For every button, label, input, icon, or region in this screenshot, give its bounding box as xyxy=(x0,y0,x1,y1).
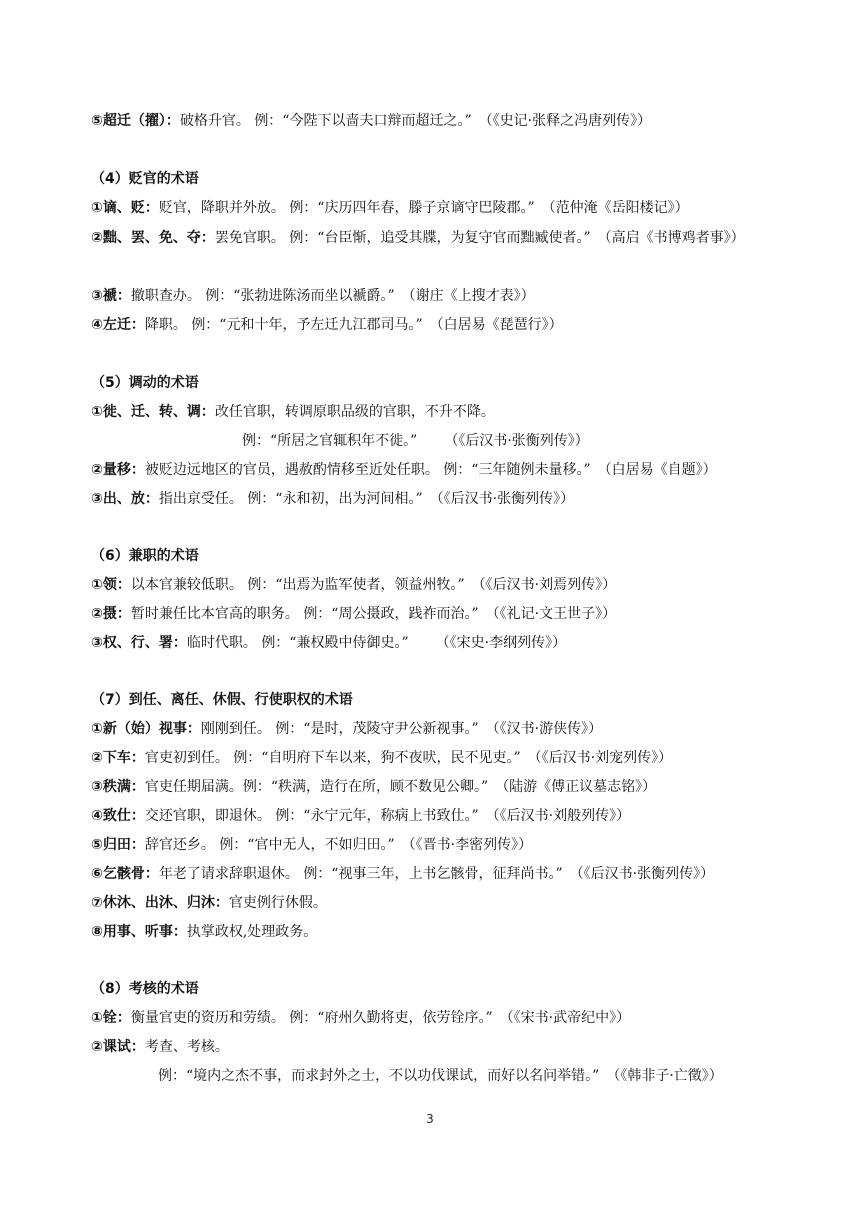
term: ③出、放： xyxy=(91,491,159,507)
definition: 被贬边远地区的官员，遇赦酌情移至近处任职。 xyxy=(144,462,439,478)
term: ⑤归田： xyxy=(91,837,145,853)
term: ⑧用事、听事： xyxy=(91,924,187,940)
term: ①铨： xyxy=(91,1010,131,1026)
term: ②下车： xyxy=(91,750,145,766)
definition: 官吏任期届满。 xyxy=(144,779,243,795)
term: ⑦休沐、出沐、归沐： xyxy=(91,895,229,911)
source: （《晋书·李密列传》） xyxy=(408,837,533,853)
term: ①徙、迁、转、调： xyxy=(91,404,215,420)
section-heading-6: （6）兼职的术语 xyxy=(91,548,199,564)
definition: 破格升官。 xyxy=(179,113,250,129)
term: ②量移： xyxy=(91,462,145,478)
section-heading-8: （8）考核的术语 xyxy=(91,981,199,997)
example: 例：“是时，茂陵守尹公新视事。” xyxy=(275,721,479,737)
definition: 改任官职，转调原职品级的官职，不升不降。 xyxy=(214,404,495,420)
source: （白居易《自题》） xyxy=(604,462,717,478)
entry-liangyi xyxy=(91,461,791,479)
entry-chi xyxy=(91,287,791,305)
entry-xiumu xyxy=(91,894,791,912)
term: ②课试： xyxy=(91,1039,145,1055)
example: 例：“府州久勤将吏，依劳铨序。” xyxy=(289,1010,493,1026)
definition: 指出京受任。 xyxy=(158,491,243,507)
entry-zhiman xyxy=(91,778,791,796)
source: （谢庄《上搜才表》） xyxy=(408,288,535,304)
source: （《后汉书·张衡列传》） xyxy=(436,491,575,507)
example: 例：“今陛下以啬夫口辩而超迁之。” xyxy=(254,113,472,129)
example: 例：“出焉为监军使者，领益州牧。” xyxy=(247,577,465,593)
source: （《韩非子·亡徵》） xyxy=(613,1068,723,1084)
section-heading-5: （5）调动的术语 xyxy=(91,375,199,391)
entry-chu-ba xyxy=(91,226,791,251)
example: 例：“官中无人，不如归田。” xyxy=(219,837,395,853)
entry-zuoqian xyxy=(91,316,791,334)
example: 例：“所居之官辄积年不徙。” xyxy=(242,433,418,449)
definition: 年老了请求辞职退休。 xyxy=(158,866,299,882)
example: 例：“台臣惭，追受其牒，为复守官而黜臧使者。” xyxy=(289,230,591,246)
entry-xi-qian xyxy=(91,403,791,421)
term: ③秩满： xyxy=(91,779,145,795)
example: 例：“周公摄政，践祚而治。” xyxy=(303,606,479,622)
entry-quan-xing-shu xyxy=(91,634,791,652)
entry-quan xyxy=(91,1009,791,1027)
definition: 考查、考核。 xyxy=(144,1039,229,1055)
example: 例：“永宁元年，称病上书致仕。” xyxy=(275,808,479,824)
section-heading-7: （7）到任、离任、休假、行使职权的术语 xyxy=(91,692,353,708)
entry-chu-fang xyxy=(91,490,791,508)
example: 例：“元和十年，予左迁九江郡司马。” xyxy=(191,317,423,333)
source: （《宋史·李纲列传》） xyxy=(442,635,567,651)
source: （《礼记·文王世子》） xyxy=(492,606,617,622)
definition: 官吏初到任。 xyxy=(144,750,229,766)
definition: 罢免官职。 xyxy=(214,230,285,246)
entry-keshi xyxy=(91,1038,791,1056)
entry-xin-shishi xyxy=(91,720,791,738)
entry-yongshi xyxy=(91,923,791,941)
source: （《后汉书·刘宠列传》） xyxy=(534,750,673,766)
entry-chaoqian xyxy=(91,112,791,130)
source: （《宋书·武帝纪中》） xyxy=(506,1010,631,1026)
example: 例：“秩满，造行在所，顾不数见公卿。” xyxy=(242,779,489,795)
definition: 衡量官吏的资历和劳绩。 xyxy=(130,1010,285,1026)
entry-she xyxy=(91,605,791,623)
term: ③褫： xyxy=(91,288,131,304)
source: （《后汉书·张衡列传》） xyxy=(576,866,715,882)
source: （范仲淹《岳阳楼记》） xyxy=(548,200,689,216)
source: （《后汉书·刘焉列传》） xyxy=(478,577,617,593)
entry-ling xyxy=(91,576,791,594)
term: ③权、行、署： xyxy=(91,635,187,651)
term: ④左迁： xyxy=(91,317,145,333)
entry-qi-haigu xyxy=(91,865,791,883)
definition: 官吏例行休假。 xyxy=(228,895,327,911)
example: 例：“自明府下车以来，狗不夜吠，民不见吏。” xyxy=(233,750,521,766)
source: （《史记·张释之冯唐列传》） xyxy=(485,113,652,129)
definition: 刚刚到任。 xyxy=(200,721,271,737)
example: 例：“境内之杰不事，而求封外之士，不以功伐课试，而好以名问举错。” xyxy=(158,1068,600,1084)
example: 例：“兼权殿中侍御史。” xyxy=(261,635,409,651)
term: ④致仕： xyxy=(91,808,145,824)
definition: 暂时兼任比本官高的职务。 xyxy=(130,606,299,622)
term: ①领： xyxy=(91,577,131,593)
page-number: 3 xyxy=(426,1112,434,1126)
term: ⑥乞骸骨： xyxy=(91,866,159,882)
entry-zhe-bian xyxy=(91,199,791,217)
term: ①新（始）视事： xyxy=(91,721,201,737)
definition: 辞官还乡。 xyxy=(144,837,215,853)
definition: 贬官，降职并外放。 xyxy=(158,200,285,216)
source: （白居易《琵琶行》） xyxy=(436,317,563,333)
example: 例：“三年随例未量移。” xyxy=(443,462,591,478)
source: （高启《书博鸡者事》） xyxy=(604,230,745,246)
term: ①谪、贬： xyxy=(91,200,159,216)
entry-xi-qian-example xyxy=(242,432,762,450)
example: 例：“庆历四年春，滕子京谪守巴陵郡。” xyxy=(289,200,535,216)
term: ②摄： xyxy=(91,606,131,622)
source: （《后汉书·刘般列传》） xyxy=(492,808,631,824)
section-heading-4: （4）贬官的术语 xyxy=(91,171,199,187)
source: （《后汉书·张衡列传》） xyxy=(451,433,589,449)
example: 例：“视事三年，上书乞骸骨，征拜尚书。” xyxy=(303,866,563,882)
source: （陆游《傅正议墓志铭》） xyxy=(502,779,657,795)
definition: 降职。 xyxy=(144,317,187,333)
term: ②黜、罢、免、夺： xyxy=(91,230,215,246)
definition: 以本官兼较低职。 xyxy=(130,577,243,593)
source: （《汉书·游侠传》） xyxy=(492,721,603,737)
entry-xiache xyxy=(91,749,791,767)
term: ⑤超迁（擢）： xyxy=(91,113,180,129)
definition: 交还官职，即退休。 xyxy=(144,808,271,824)
example: 例：“永和初，出为河间相。” xyxy=(247,491,423,507)
entry-guitian xyxy=(91,836,791,854)
definition: 执掌政权,处理政务。 xyxy=(186,924,318,940)
entry-zhishi xyxy=(91,807,791,825)
entry-keshi-example xyxy=(158,1067,798,1085)
definition: 撤职查办。 xyxy=(130,288,201,304)
definition: 临时代职。 xyxy=(186,635,257,651)
example: 例：“张勃进陈汤而坐以褫爵。” xyxy=(205,288,395,304)
